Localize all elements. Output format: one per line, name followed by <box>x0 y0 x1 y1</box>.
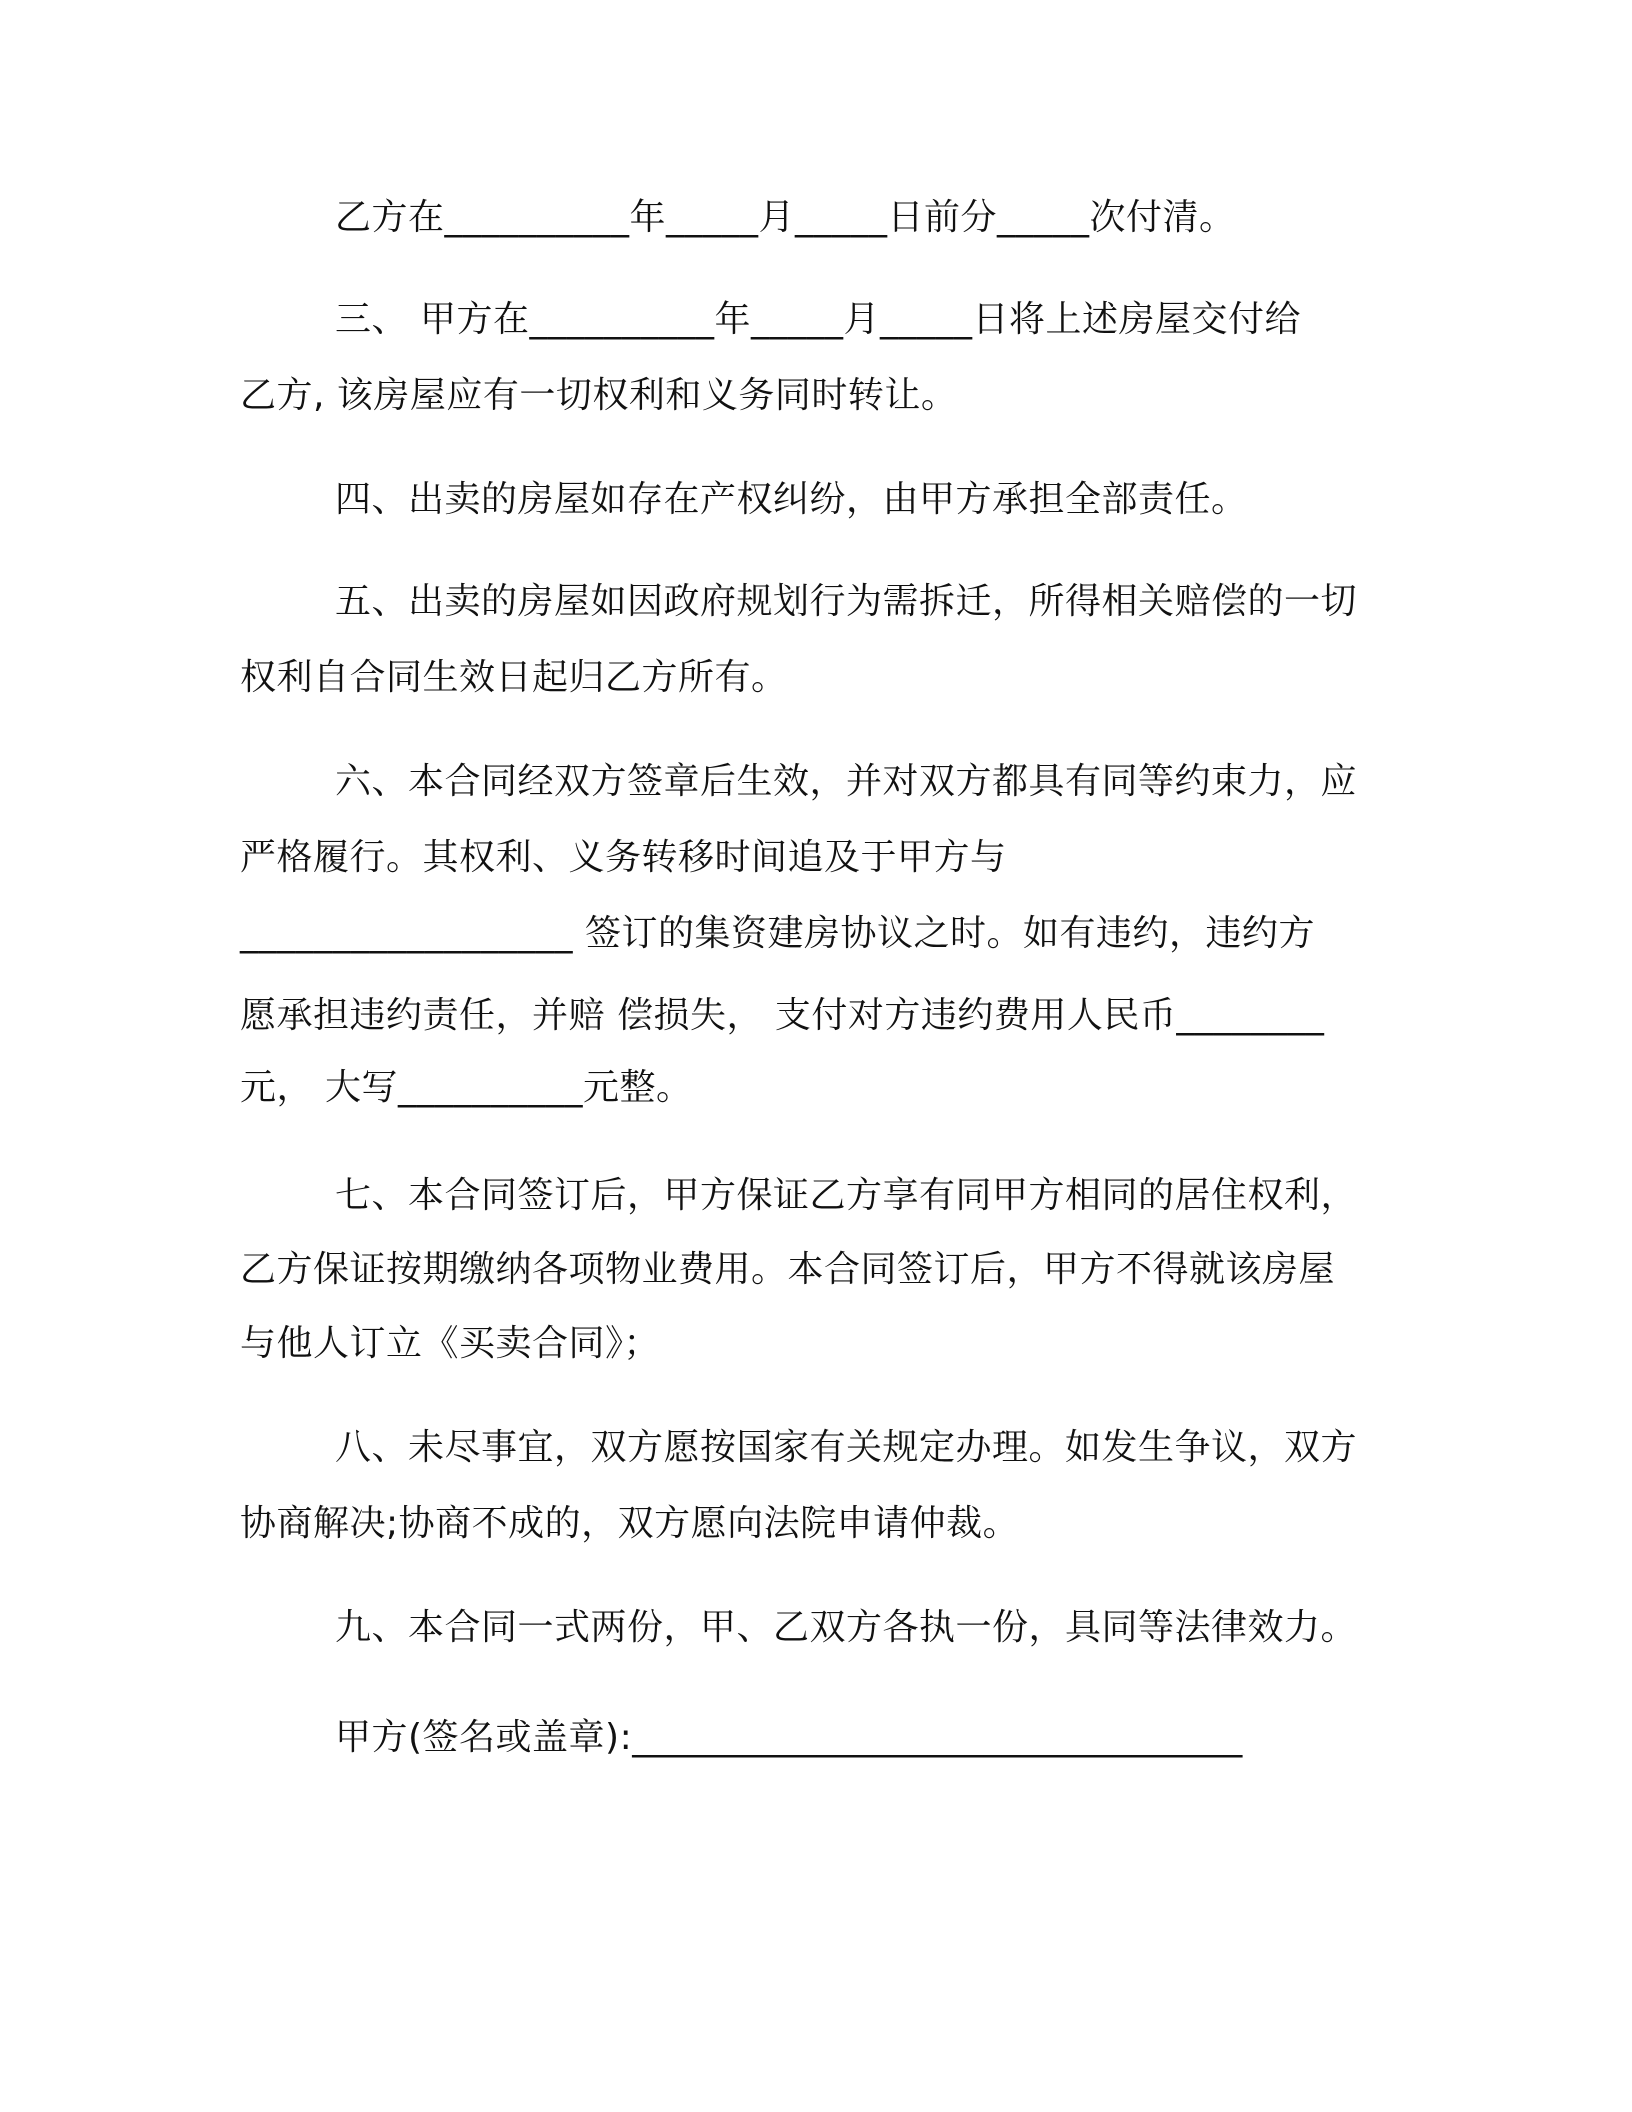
clause-3-line-2: 乙方, 该房屋应有一切权利和义务同时转让。 <box>240 375 958 416</box>
clause-7-line-2: 乙方保证按期缴纳各项物业费用。本合同签订后，甲方不得就该房屋 <box>240 1249 1336 1290</box>
party-a-signature-line: 甲方(签名或盖章):_________________________________ <box>335 1717 1243 1758</box>
clause-8-line-2: 协商解决;协商不成的，双方愿向法院申请仲裁。 <box>240 1503 1020 1544</box>
clause-6-line-2: 严格履行。其权利、义务转移时间追及于甲方与 <box>240 837 1007 878</box>
clause-6-line-3: __________________ 签订的集资建房协议之时。如有违约，违约方 <box>240 913 1315 954</box>
clause-4-line-1: 四、出卖的房屋如存在产权纠纷，由甲方承担全部责任。 <box>335 479 1248 520</box>
payment-deadline-line: 乙方在__________年_____月_____日前分_____次付清。 <box>335 197 1236 238</box>
clause-5-line-2: 权利自合同生效日起归乙方所有。 <box>240 657 788 698</box>
clause-8-line-1: 八、未尽事宜，双方愿按国家有关规定办理。如发生争议，双方 <box>335 1427 1358 1468</box>
clause-3-line-1: 三、 甲方在__________年_____月_____日将上述房屋交付给 <box>335 299 1301 340</box>
clause-7-line-3: 与他人订立《买卖合同》； <box>240 1323 661 1364</box>
clause-5-line-1: 五、出卖的房屋如因政府规划行为需拆迁，所得相关赔偿的一切 <box>335 581 1358 622</box>
clause-6-line-1: 六、本合同经双方签章后生效，并对双方都具有同等约束力，应 <box>335 761 1358 802</box>
clause-6-line-5: 元， 大写__________元整。 <box>240 1067 693 1108</box>
clause-9-line-1: 九、本合同一式两份，甲、乙双方各执一份，具同等法律效力。 <box>335 1607 1358 1648</box>
clause-6-line-4: 愿承担违约责任，并赔 偿损失， 支付对方违约费用人民币________ <box>240 995 1325 1036</box>
clause-7-line-1: 七、本合同签订后，甲方保证乙方享有同甲方相同的居住权利， <box>335 1175 1358 1216</box>
